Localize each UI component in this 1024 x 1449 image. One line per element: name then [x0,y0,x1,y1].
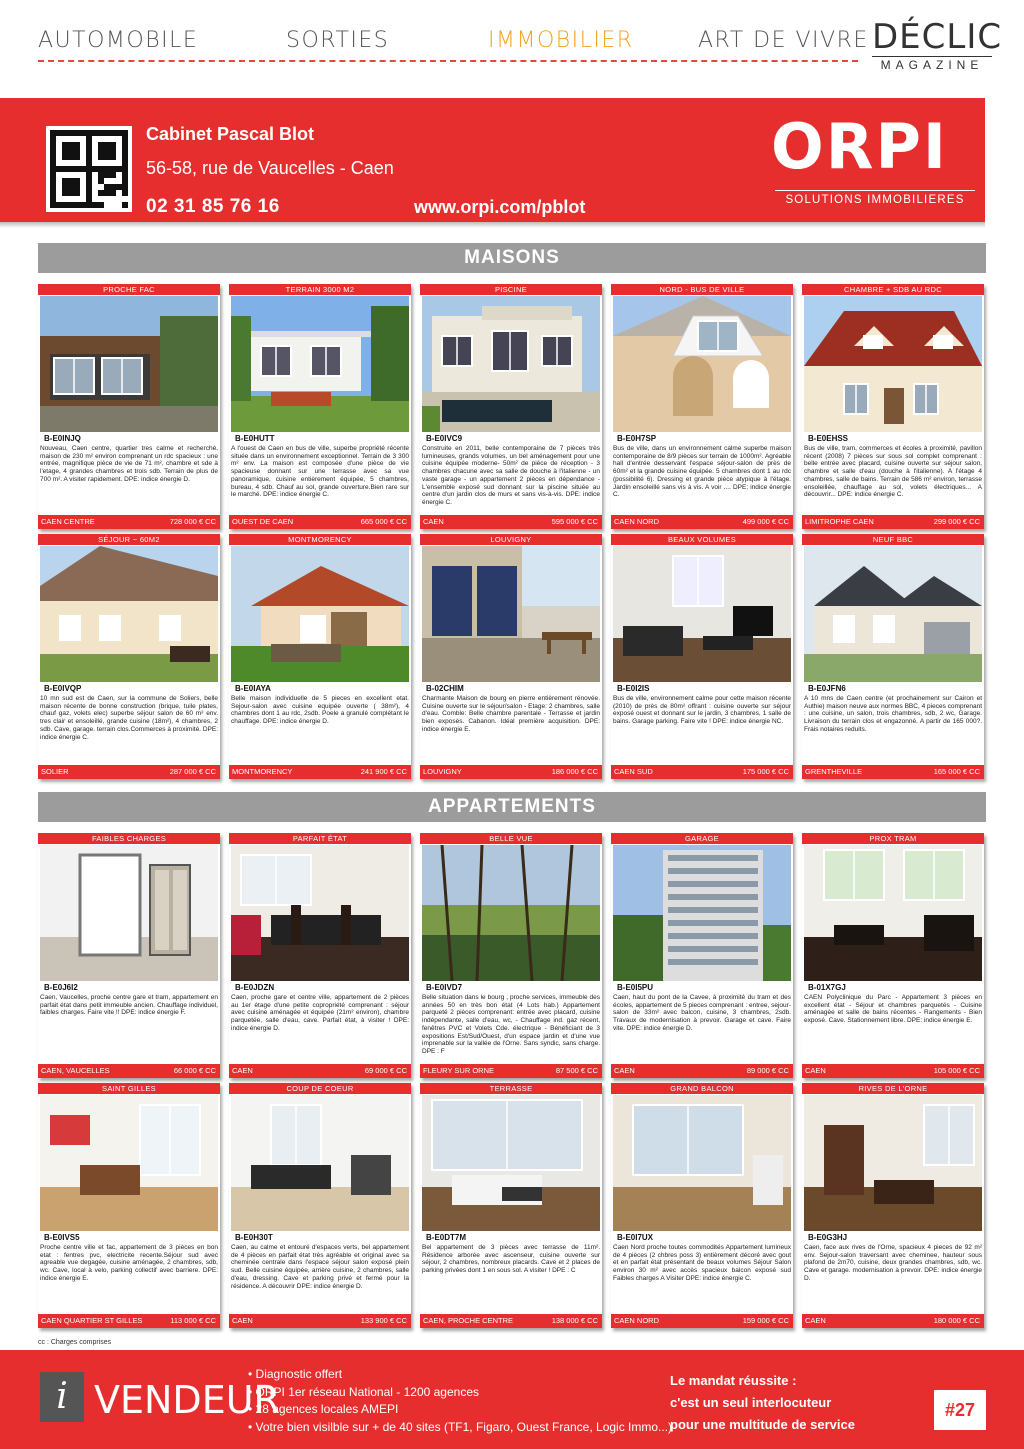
listing-card[interactable] [802,1083,984,1328]
nav-art-de-vivre[interactable]: ART DE VIVRE [698,28,869,53]
listing-footer [38,515,220,529]
seller-banner [0,1350,1024,1449]
listing-price: 159 000 € CC [742,1316,789,1325]
listing-price: 595 000 € CC [551,517,598,526]
top-navigation [0,0,1024,72]
listing-ref: B-E0IVD7 [426,983,463,992]
listing-photo[interactable] [804,546,982,682]
listing-price: 299 000 € CC [933,517,980,526]
listing-tag: COUP DE COEUR [229,1083,411,1094]
listing-card[interactable] [802,833,984,1078]
nav-divider [38,60,858,62]
benefit-item: • ORPI 1er réseau National - 1200 agences [248,1384,479,1399]
listing-price: 186 000 € CC [551,767,598,776]
footnote: cc : Charges comprises [38,1339,112,1346]
listing-ref: B-E0G3HJ [808,1233,848,1242]
listing-card[interactable] [38,833,220,1078]
listing-photo[interactable] [40,845,218,981]
listing-description: Bus de ville, tram, commerces et écoles à proximité, pavillon récent (2008) 7 pièces sur sous sol complet comprenant : belle entrée avec placard, cuisine ouverte sur séjour salon, chambre et salle d'eau (douche à l'italienne). A l'étage 4 chambres, salle de bains. Terrain de 586 m² environ, terrasse ensoleillée, chauffage au sol, volets électriques... A découvrir... DPE: indice énergie C. [804,445,982,499]
listing-card[interactable] [38,284,220,529]
listing-photo[interactable] [422,296,600,432]
listing-photo[interactable] [231,546,409,682]
listing-price: 69 000 € CC [364,1066,407,1075]
listing-footer [38,765,220,779]
benefit-item: • Votre bien visilble sur + de 40 sites (TF1, Figaro, Ouest France, Logic Immo...) [248,1419,673,1434]
listing-ref: B-E0INJQ [44,434,81,443]
listing-description: Caen, haut du pont de la Cavee, à proximité du tram et des écoles, appartement de 5 pieces comprenant : entree, sejour-salon de 33m² avec balcon, cuisine, 3 chambres, 2sdb. Travaux de modernisation à prevoir. Garage et cave. Faire vite. DPE: indice énergie D. [613,994,791,1032]
listing-footer [802,765,984,779]
listing-location: CAEN QUARTIER ST GILLES [41,1316,143,1325]
listing-price: 499 000 € CC [742,517,789,526]
listing-card[interactable] [611,1083,793,1328]
listing-tag: TERRASSE [420,1083,602,1094]
listing-tag: FAIBLES CHARGES [38,833,220,844]
listing-footer [229,1314,411,1328]
listing-price: 165 000 € CC [933,767,980,776]
listing-ref: B-E0IVQP [44,684,82,693]
mandate-line: c'est un seul interlocuteur [670,1395,832,1410]
listing-location: CAEN [232,1316,253,1325]
listing-photo[interactable] [422,546,600,682]
listing-ref: B-02CHIM [426,684,464,693]
listing-ref: B-E0JDZN [235,983,275,992]
listing-description: Bus de ville, dans un environnement calme superbe maison contemporaine de 8/9 pièces sur terrain de 1000m². Agréable hall d'entrée desservant l'espace séjour-salon de près de 60m² et la grande cuisine équipée. 5 chambres dont 1 au rdc (possibilité 6). Dressing et grande pièce atypique à l'étage. Jardin ensoleillé sans vis à vis. A voir .... DPE: indice énergie C. [613,445,791,499]
listing-card[interactable] [611,284,793,529]
seller-title: VENDEUR [94,1378,280,1422]
listing-tag: PISCINE [420,284,602,295]
listing-card[interactable] [38,534,220,779]
info-icon: i [40,1372,84,1422]
listing-footer [611,1314,793,1328]
listing-ref: B-E0HUTT [235,434,275,443]
seller-benefits [248,1366,672,1436]
listing-footer [420,515,602,529]
listing-footer [229,1064,411,1078]
listing-location: CAEN, VAUCELLES [41,1066,110,1075]
listing-description: Charmante Maison de bourg en pierre entièrement rénovée. Cuisine ouverte sur le séjour/salon - Etage: 2 chambres, salle d'eau. Comble: Belle chambre parentale - Terrasse et jardin bien exposés. Cabanon. Idéal première acquisition. DPE: indice énergie E. [422,695,600,733]
mandate-line: Le mandat réussite : [670,1373,797,1388]
orpi-logo [765,106,985,218]
listing-location: FLEURY SUR ORNE [423,1066,494,1075]
mandate-line: pour une multitude de service [670,1417,855,1432]
nav-sorties[interactable]: SORTIES [286,28,390,53]
listing-footer [611,1064,793,1078]
listing-card[interactable] [38,1083,220,1328]
listing-tag: PARFAIT ÉTAT [229,833,411,844]
orpi-tagline: SOLUTIONS IMMOBILIERES [775,190,975,206]
listing-price: 87 500 € CC [555,1066,598,1075]
listing-description: Proche centre ville et fac, appartement de 3 pièces en bon etat : fentres pvc, electricite recente.Séjour sud avec agreable vue degagée, cuisine aménagée, 2 chambres, sdb, wc. Cave, local à velo, parking collectif avec barriere. DPE: indice énergie E. [40,1244,218,1282]
listing-location: MONTMORENCY [232,767,293,776]
listing-photo[interactable] [804,845,982,981]
listing-description: Bus de ville, environnement calme pour cette maison récente (2010) de près de 80m² offrant : cuisine ouverte sur séjour exposé ouest et donnant sur le jardin, 3 chambres, 1 salle de bains. Garage parking. Faire vite ! DPE: indice énergie NC. [613,695,791,726]
listing-card[interactable] [611,833,793,1078]
listing-price: 113 000 € CC [170,1316,216,1325]
listing-description: Caen, face aux rives de l'Orne, spacieux 4 pieces de 92 m² env. Sejour-salon traversant avec cheminee, hauteur sous plafond de 2m70, cuisine, deux grandes chambres, sdb, wc. Cave et garage. modernisation à prevoir. DPE: indice énergie D. [804,1244,982,1282]
listing-location: CAEN [805,1316,826,1325]
benefit-item: • 28 agences locales AMEPI [248,1402,399,1416]
listing-ref: B-E0EHSS [808,434,849,443]
listing-footer [420,1314,602,1328]
listing-ref: B-01X7GJ [808,983,846,992]
listing-photo[interactable] [613,1095,791,1231]
listing-tag: TERRAIN 3000 M2 [229,284,411,295]
listing-location: CAEN [614,1066,635,1075]
listing-description: 10 mn sud est de Caen, sur la commune de Soliers, belle maison récente de bonne construction (brique, tuile plates, chauf gaz, volets elec) superbe séjour salon de 60 m² env. tres clair et ensoleillé, grande cuisine (18m²), 4 chambres, 2 sdb. Cave, garage. terrain clos.Commerces à proximité. DPE: indice énergie C. [40,695,218,741]
listing-price: 180 000 € CC [933,1316,980,1325]
listing-card[interactable] [229,1083,411,1328]
listing-footer [802,1314,984,1328]
listing-location: CAEN SUD [614,767,653,776]
listing-photo[interactable] [613,546,791,682]
listing-ref: B-E0JFN6 [808,684,846,693]
agency-website[interactable]: www.orpi.com/pblot [414,197,586,217]
listing-footer [229,765,411,779]
section-maisons: MAISONS [38,243,986,273]
listing-description: Caen, au calme et entouré d'espaces verts, bel appartement de 4 pièces en parfait état très agréable et original avec sa cheminée centrale dans l'espace séjour salon exposé plein sud. Belle cuisine équipée, arrière cuisine, 2 chambres, salle d'eau, dressing. Cave et parking privé et fermé pour la résidence. A découvrir DPE: indice énergie D. [231,1244,409,1290]
listing-location: GRENTHEVILLE [805,767,863,776]
listing-card[interactable] [420,284,602,529]
listing-ref: B-E0IVS5 [44,1233,80,1242]
listing-description: CAEN Polyclinique du Parc - Appartement 3 pièces en excellent état - Séjour et chambres parquetés - Cuisine aménagée et salle de bains récentes - Rangements - Bien exposé. Cave. Stationnement libre. DPE: indice énergie E. [804,994,982,1025]
listing-photo[interactable] [40,296,218,432]
magazine-logo[interactable] [872,17,1003,72]
listing-ref: B-E0J6I2 [44,983,78,992]
listing-ref: B-E0H7SP [617,434,657,443]
listing-location: LIMITROPHE CAEN [805,517,874,526]
benefit-item: • Diagnostic offert [248,1367,343,1381]
listing-price: 728 000 € CC [169,517,216,526]
nav-automobile[interactable]: AUTOMOBILE [38,28,199,53]
listing-ref: B-E0DT7M [426,1233,467,1242]
listing-description: Belle maison individuelle de 5 pieces en excellent etat. Sejour-salon avec cuisine equipée ouverte ( 38m²), 4 chambres dont 1 au rdc, 2sdb. Poele a granulé complétant le chauffage. DPE: indice énergie D. [231,695,409,726]
qr-code[interactable] [46,126,132,212]
listing-location: CAEN [423,517,444,526]
banner-shadow [0,222,985,228]
listing-tag: BELLE VUE [420,833,602,844]
agency-address: 56-58, rue de Vaucelles - Caen [146,158,394,178]
listing-card[interactable] [229,534,411,779]
listing-tag: NEUF BBC [802,534,984,545]
agency-name: Cabinet Pascal Blot [146,124,315,144]
listing-description: A l'ouest de Caen en bus de ville, superbe propriété récente située dans un environnement exceptionnel. Terrain de 3 300 m² env. La maison est composée d'une pièce de vie spacieuse donnant sur une terrasse avec sa vue panoramique, cuisine entièrement équipée, 5 chambres, bureau, 4 sdb. Chauf au sol, grande ouverture.Bien rare sur le marché. DPE: indice énergie C. [231,445,409,499]
listing-footer [420,1064,602,1078]
listing-card[interactable] [229,833,411,1078]
listing-price: 287 000 € CC [169,767,216,776]
listing-card[interactable] [802,284,984,529]
listing-price: 175 000 € CC [742,767,789,776]
listing-description: Caen Nord proche toutes commodités Appartement lumineux de 4 pièces (2 chbres poss 3) entièrement décoré avec gout et en parfait état présentant de beaux volumes Séjour Salon environ 30 m² avec accès spacieux balcon exposé sud Faibles charges A Visiter DPE: indice énergie C. [613,1244,791,1282]
listing-ref: B-E0IAYA [235,684,271,693]
listing-location: CAEN NORD [614,1316,660,1325]
agency-phone[interactable]: 02 31 85 76 16 [146,196,280,217]
listing-location: CAEN, PROCHE CENTRE [423,1316,514,1325]
listing-footer [611,515,793,529]
page-number: #27 [934,1390,986,1430]
listing-ref: B-E0I2IS [617,684,650,693]
listing-price: 241 900 € CC [360,767,407,776]
listing-card[interactable] [420,833,602,1078]
listing-location: LOUVIGNY [423,767,462,776]
orpi-wordmark: ORPI [771,110,948,183]
listing-location: CAEN NORD [614,517,660,526]
listing-ref: B-E0H30T [235,1233,273,1242]
listing-ref: B-E0I5PU [617,983,654,992]
listing-price: 66 000 € CC [173,1066,216,1075]
brand-sub: MAGAZINE [872,56,992,72]
listing-photo[interactable] [613,845,791,981]
agency-banner [0,98,985,222]
listing-description: Belle situation dans le bourg , proche services, immeuble des années 50 en très bon état (4 Lots hab.) Appartement parqueté 2 pièces comprenant: entrée avec placard, cuisine indépendante, salle d'eau, wc, - Chauffage ind. gaz récent, fenêtres PVC et Volets Cde. électrique - Bénéficiant de 3 expositions Est/Sud/Ouest, d'un espace jardin et d'une vue imprenable sur la vallée de l'Orne. Sans syndic, sans charge. DPE : F [422,994,600,1055]
listing-price: 138 000 € CC [551,1316,598,1325]
listing-photo[interactable] [613,296,791,432]
listing-location: CAEN [805,1066,826,1075]
listing-tag: NORD - BUS DE VILLE [611,284,793,295]
listing-photo[interactable] [231,845,409,981]
listing-location: CAEN [232,1066,253,1075]
listing-footer [611,765,793,779]
listing-tag: PROX TRAM [802,833,984,844]
listing-ref: B-E0I7UX [617,1233,654,1242]
listing-tag: SAINT GILLES [38,1083,220,1094]
listing-tag: PROCHE FAC [38,284,220,295]
listing-tag: SÉJOUR ~ 60M2 [38,534,220,545]
listing-tag: GRAND BALCON [611,1083,793,1094]
listing-description: Bel appartement de 3 pièces avec terrasse de 11m². Résidence arborée avec ascenseur, cuisine ouverte sur séjour, 2 chambres, nombreux placards. Cave et 2 places de parking privées dont 1 en sous sol. A visiter ! DPE : C [422,1244,600,1275]
listing-price: 89 000 € CC [746,1066,789,1075]
listing-photo[interactable] [40,546,218,682]
listing-description: Nouveau, Caen centre, quartier tres calme et recherché, maison de 230 m² environ comprenant un rdc spacieux : une entrée, magnifique pièce de vie de 71 m², chambre et sde à l'etage, 4 grandes chambres et trois sdb. Terrain de plus de 700 m². A visiter rapidement. DPE: indice énergie D. [40,445,218,483]
listing-tag: GARAGE [611,833,793,844]
mandate-text [670,1370,855,1436]
listing-card[interactable] [420,534,602,779]
listing-tag: LOUVIGNY [420,534,602,545]
brand-name: DÉCLIC [872,17,1003,57]
listing-photo[interactable] [422,1095,600,1231]
listing-card[interactable] [611,534,793,779]
section-appartements: APPARTEMENTS [38,792,986,822]
listing-tag: RIVES DE L'ORNE [802,1083,984,1094]
listing-photo[interactable] [40,1095,218,1231]
listing-price: 665 000 € CC [360,517,407,526]
listing-photo[interactable] [231,296,409,432]
listing-card[interactable] [802,534,984,779]
listing-footer [38,1314,220,1328]
listing-footer [802,1064,984,1078]
listing-footer [420,765,602,779]
listing-card[interactable] [420,1083,602,1328]
listing-description: Caen, proche gare et centre ville, appartement de 2 pièces au 1er étage d'une petite copropriété comprenant : séjour avec cuisine aménagée et équipée (21m² environ), chambre parquetée, salle d'eau, cave. Parfait état, à visiter ! DPE: indice énergie D. [231,994,409,1032]
listing-photo[interactable] [422,845,600,981]
listing-card[interactable] [229,284,411,529]
listing-location: CAEN CENTRE [41,517,95,526]
listing-description: Construite en 2011, belle contemporaine de 7 pièces très lumineuses, grands volumes, un bel aménagement pour une cuisine équipée moderne- 50m² de pièce de réception - 3 chambres chacune avec sa salle de douche à l'italienne - un vaste garage - un appartement 2 pièces en dépendance - L'ensemble exposé sud donnant sur la piscine située au centre d'un jardin clos de murs et sans vis-à-vis. DPE: indice énergie C. [422,445,600,506]
listing-location: SOLIER [41,767,69,776]
listing-photo[interactable] [804,296,982,432]
listing-footer [802,515,984,529]
listing-price: 133 900 € CC [360,1316,407,1325]
listing-description: A 10 mns de Caen centre (et prochainement sur Cairon et Authie) maison neuve aux normes BBC, 4 pieces comprenant : une cuisine, un salon, trois chambres, sdb, 2 wc, Garage. Livraison du terrain clos et engazonné. A partir de 165 000?. Frais notaires reduits. [804,695,982,733]
listing-tag: MONTMORENCY [229,534,411,545]
listing-footer [229,515,411,529]
listing-price: 105 000 € CC [933,1066,980,1075]
listing-photo[interactable] [231,1095,409,1231]
listing-tag: BEAUX VOLUMES [611,534,793,545]
listing-location: OUEST DE CAEN [232,517,294,526]
listing-photo[interactable] [804,1095,982,1231]
nav-immobilier[interactable]: IMMOBILIER [488,28,634,53]
listing-ref: B-E0IVC9 [426,434,463,443]
listing-tag: CHAMBRE + SDB AU RDC [802,284,984,295]
listing-description: Caen, Vaucelles, proche centre gare et tram, appartement en parfait état dans petit immeuble ancien. Chauffage individuel, faibles charges. Faire vite !! DPE: indice énergie F. [40,994,218,1017]
listing-footer [38,1064,220,1078]
